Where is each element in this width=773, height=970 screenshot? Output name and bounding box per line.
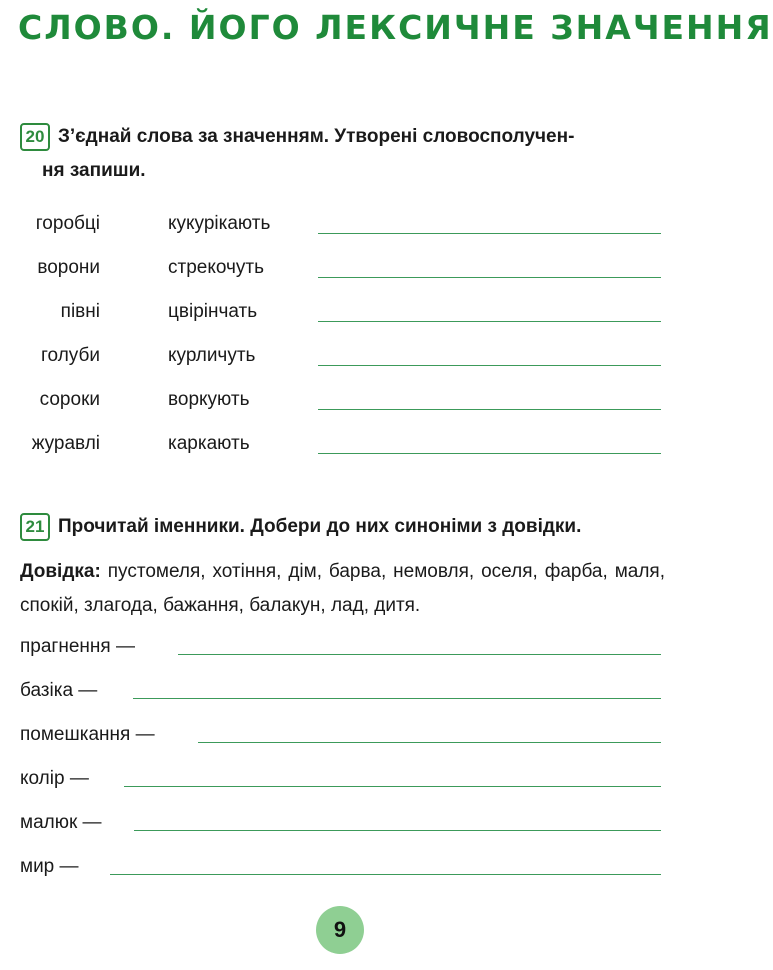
synonym-word: помешкання — <box>20 724 155 745</box>
synonym-word: базіка — <box>20 680 98 701</box>
page-title: СЛОВО. ЙОГО ЛЕКСИЧНЕ ЗНАЧЕННЯ <box>18 8 773 47</box>
right-word: воркують <box>168 389 250 410</box>
right-word: каркають <box>168 433 250 454</box>
answer-line[interactable] <box>318 365 661 366</box>
answer-line[interactable] <box>318 453 661 454</box>
task-21-number: 21 <box>20 513 50 541</box>
right-word: кукурікають <box>168 213 271 234</box>
answer-line[interactable] <box>124 786 661 787</box>
task-20-instruction-line1: З’єднай слова за значенням. Утворені словосполучен- <box>58 126 575 147</box>
synonym-word: колір — <box>20 768 89 789</box>
task-21-instruction-text: Прочитай іменники. Добери до них синоніми з довідки. <box>58 516 582 537</box>
reference-text: пустомеля, хотіння, дім, барва, немовля, оселя, фарба, маля, спокій, злагода, бажання, балакун, лад, дитя. <box>20 561 665 616</box>
synonym-word: малюк — <box>20 812 102 833</box>
answer-line[interactable] <box>318 277 661 278</box>
task-20-instruction <box>20 120 665 188</box>
answer-line[interactable] <box>110 874 661 875</box>
synonym-word: прагнення — <box>20 636 135 657</box>
left-word: горобці <box>35 213 100 234</box>
task-20-number: 20 <box>20 123 50 151</box>
answer-line[interactable] <box>318 409 661 410</box>
answer-line[interactable] <box>133 698 661 699</box>
answer-line[interactable] <box>178 654 661 655</box>
answer-line[interactable] <box>134 830 661 831</box>
left-word: півні <box>60 301 100 322</box>
left-word: ворони <box>37 257 100 278</box>
page-number: 9 <box>316 906 364 954</box>
left-word: журавлі <box>31 433 100 454</box>
reference-label: Довідка: <box>20 561 101 582</box>
right-word: цвірінчать <box>168 301 258 322</box>
answer-line[interactable] <box>198 742 661 743</box>
reference-block <box>20 555 665 623</box>
right-word: курличуть <box>168 345 256 366</box>
left-word: сороки <box>39 389 100 410</box>
task-21-instruction <box>20 510 665 544</box>
answer-line[interactable] <box>318 233 661 234</box>
task-20-instruction-line2: ня запиши. <box>42 160 146 181</box>
left-word: голуби <box>41 345 100 366</box>
answer-line[interactable] <box>318 321 661 322</box>
synonym-word: мир — <box>20 856 79 877</box>
right-word: стрекочуть <box>168 257 265 278</box>
